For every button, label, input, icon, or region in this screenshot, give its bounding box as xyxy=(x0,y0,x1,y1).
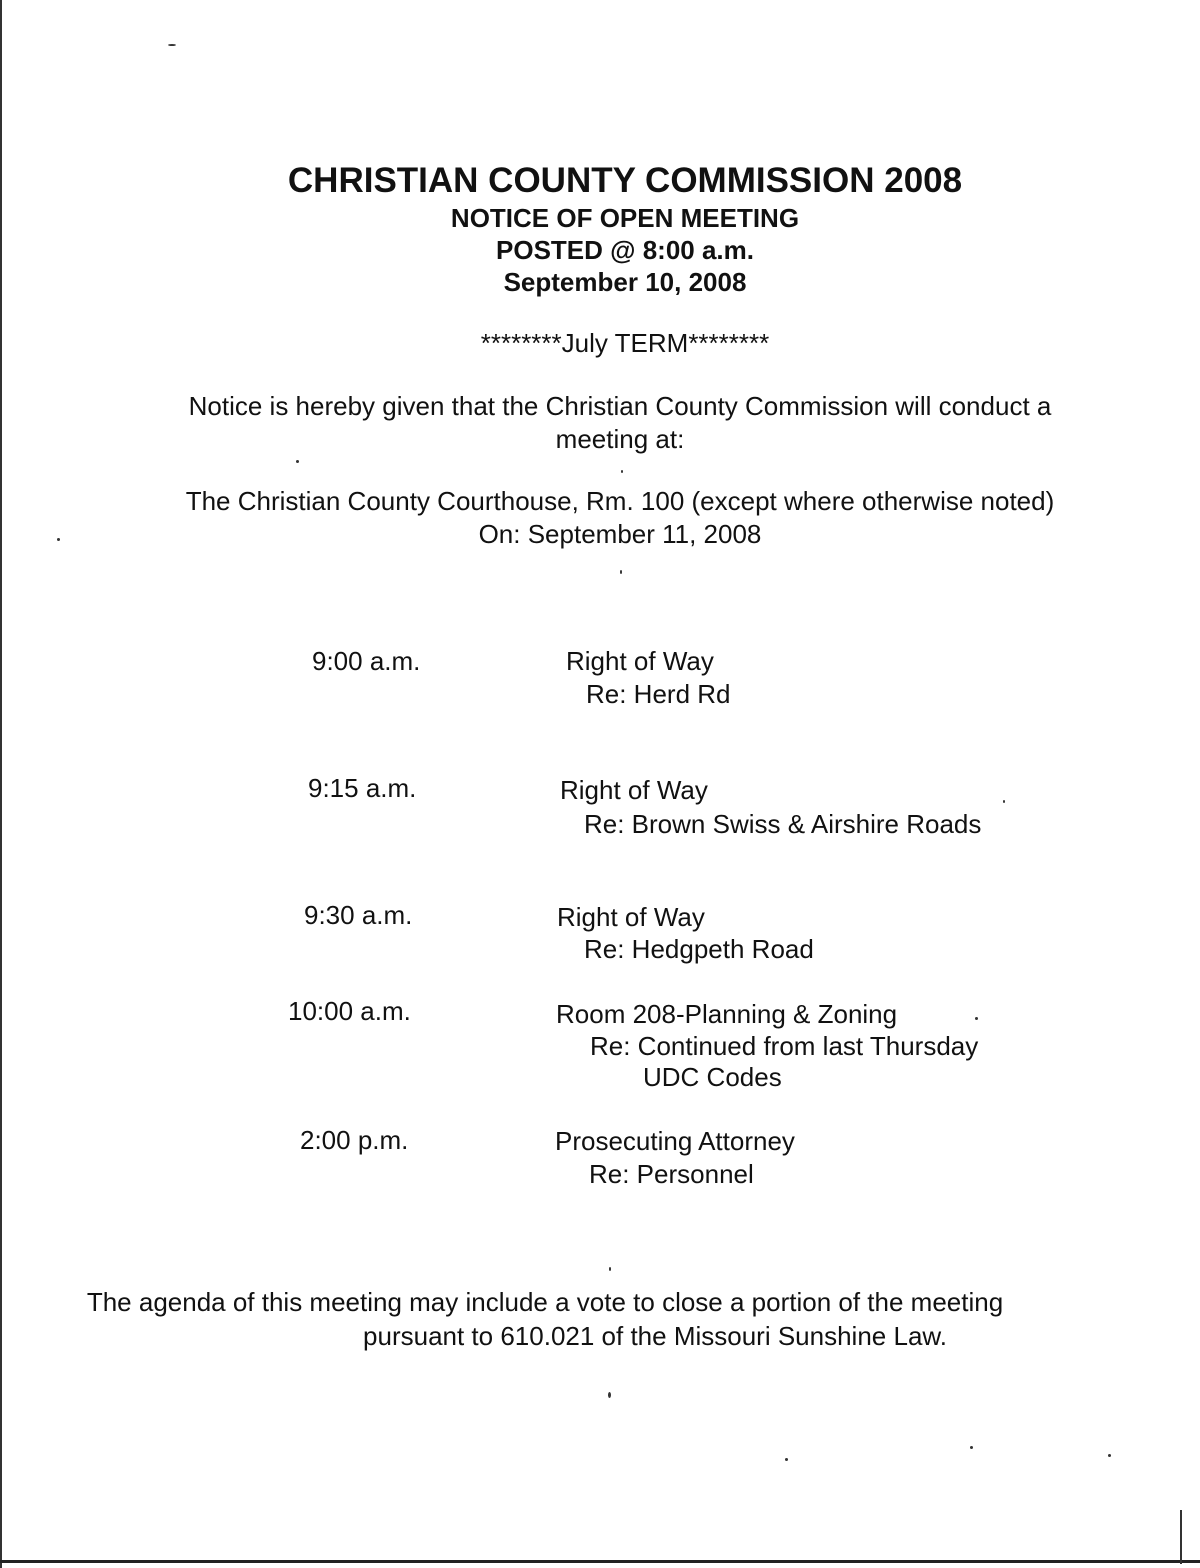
scan-speck xyxy=(785,1458,788,1461)
scan-speck xyxy=(970,1446,973,1449)
agenda-item-title: Right of Way xyxy=(566,646,714,676)
posted-time: POSTED @ 8:00 a.m. xyxy=(496,235,754,265)
agenda-item-title: Prosecuting Attorney xyxy=(555,1126,795,1156)
location-line-1: The Christian County Courthouse, Rm. 100 (except where otherwise noted) xyxy=(185,486,1055,516)
document-title: CHRISTIAN COUNTY COMMISSION 2008 xyxy=(287,161,963,200)
location-line-2: On: September 11, 2008 xyxy=(478,519,762,549)
notice-type: NOTICE OF OPEN MEETING xyxy=(450,203,800,233)
agenda-item-re: Re: Continued from last Thursday xyxy=(590,1031,979,1061)
meeting-location xyxy=(120,485,1120,551)
notice-line-2: meeting at: xyxy=(555,424,685,454)
agenda-item-re: Re: Herd Rd xyxy=(586,679,731,709)
agenda-item-re: Re: Brown Swiss & Airshire Roads xyxy=(584,809,982,839)
term-label: ********July TERM******** xyxy=(480,328,770,358)
notice-line-1: Notice is hereby given that the Christian County Commission will conduct a xyxy=(188,391,1052,421)
scan-speck xyxy=(168,44,176,46)
document-header xyxy=(0,160,1200,298)
scan-speck xyxy=(296,460,299,463)
agenda-item-re: Re: Personnel xyxy=(589,1159,754,1189)
scan-speck xyxy=(620,570,622,574)
page-edge-bottom xyxy=(0,1560,1200,1563)
footer-line-1: The agenda of this meeting may include a vote to close a portion of the meeting xyxy=(86,1287,1004,1317)
posted-date: September 10, 2008 xyxy=(503,267,747,297)
notice-paragraph xyxy=(150,390,1090,456)
scan-speck xyxy=(1003,800,1005,803)
agenda-time: 9:00 a.m. xyxy=(312,646,421,676)
agenda-time: 9:15 a.m. xyxy=(308,773,417,803)
scan-speck xyxy=(621,470,623,473)
scan-speck xyxy=(1108,1454,1111,1457)
agenda-time: 10:00 a.m. xyxy=(288,996,411,1026)
agenda-time: 9:30 a.m. xyxy=(304,900,413,930)
scan-speck xyxy=(608,1392,611,1398)
agenda-item-title: Right of Way xyxy=(557,902,705,932)
agenda-item-re: UDC Codes xyxy=(643,1062,782,1092)
agenda-item-re: Re: Hedgpeth Road xyxy=(584,934,814,964)
scan-speck xyxy=(975,1017,978,1020)
agenda-item-title: Room 208-Planning & Zoning xyxy=(556,999,898,1029)
page-edge-right xyxy=(1180,1510,1182,1564)
scan-speck xyxy=(609,1267,611,1271)
scan-speck xyxy=(57,538,60,541)
footer-line-2: pursuant to 610.021 of the Missouri Sunshine Law. xyxy=(363,1321,947,1351)
footer-note xyxy=(40,1285,1050,1353)
agenda-item-title: Right of Way xyxy=(560,775,708,805)
agenda-time: 2:00 p.m. xyxy=(300,1125,409,1155)
